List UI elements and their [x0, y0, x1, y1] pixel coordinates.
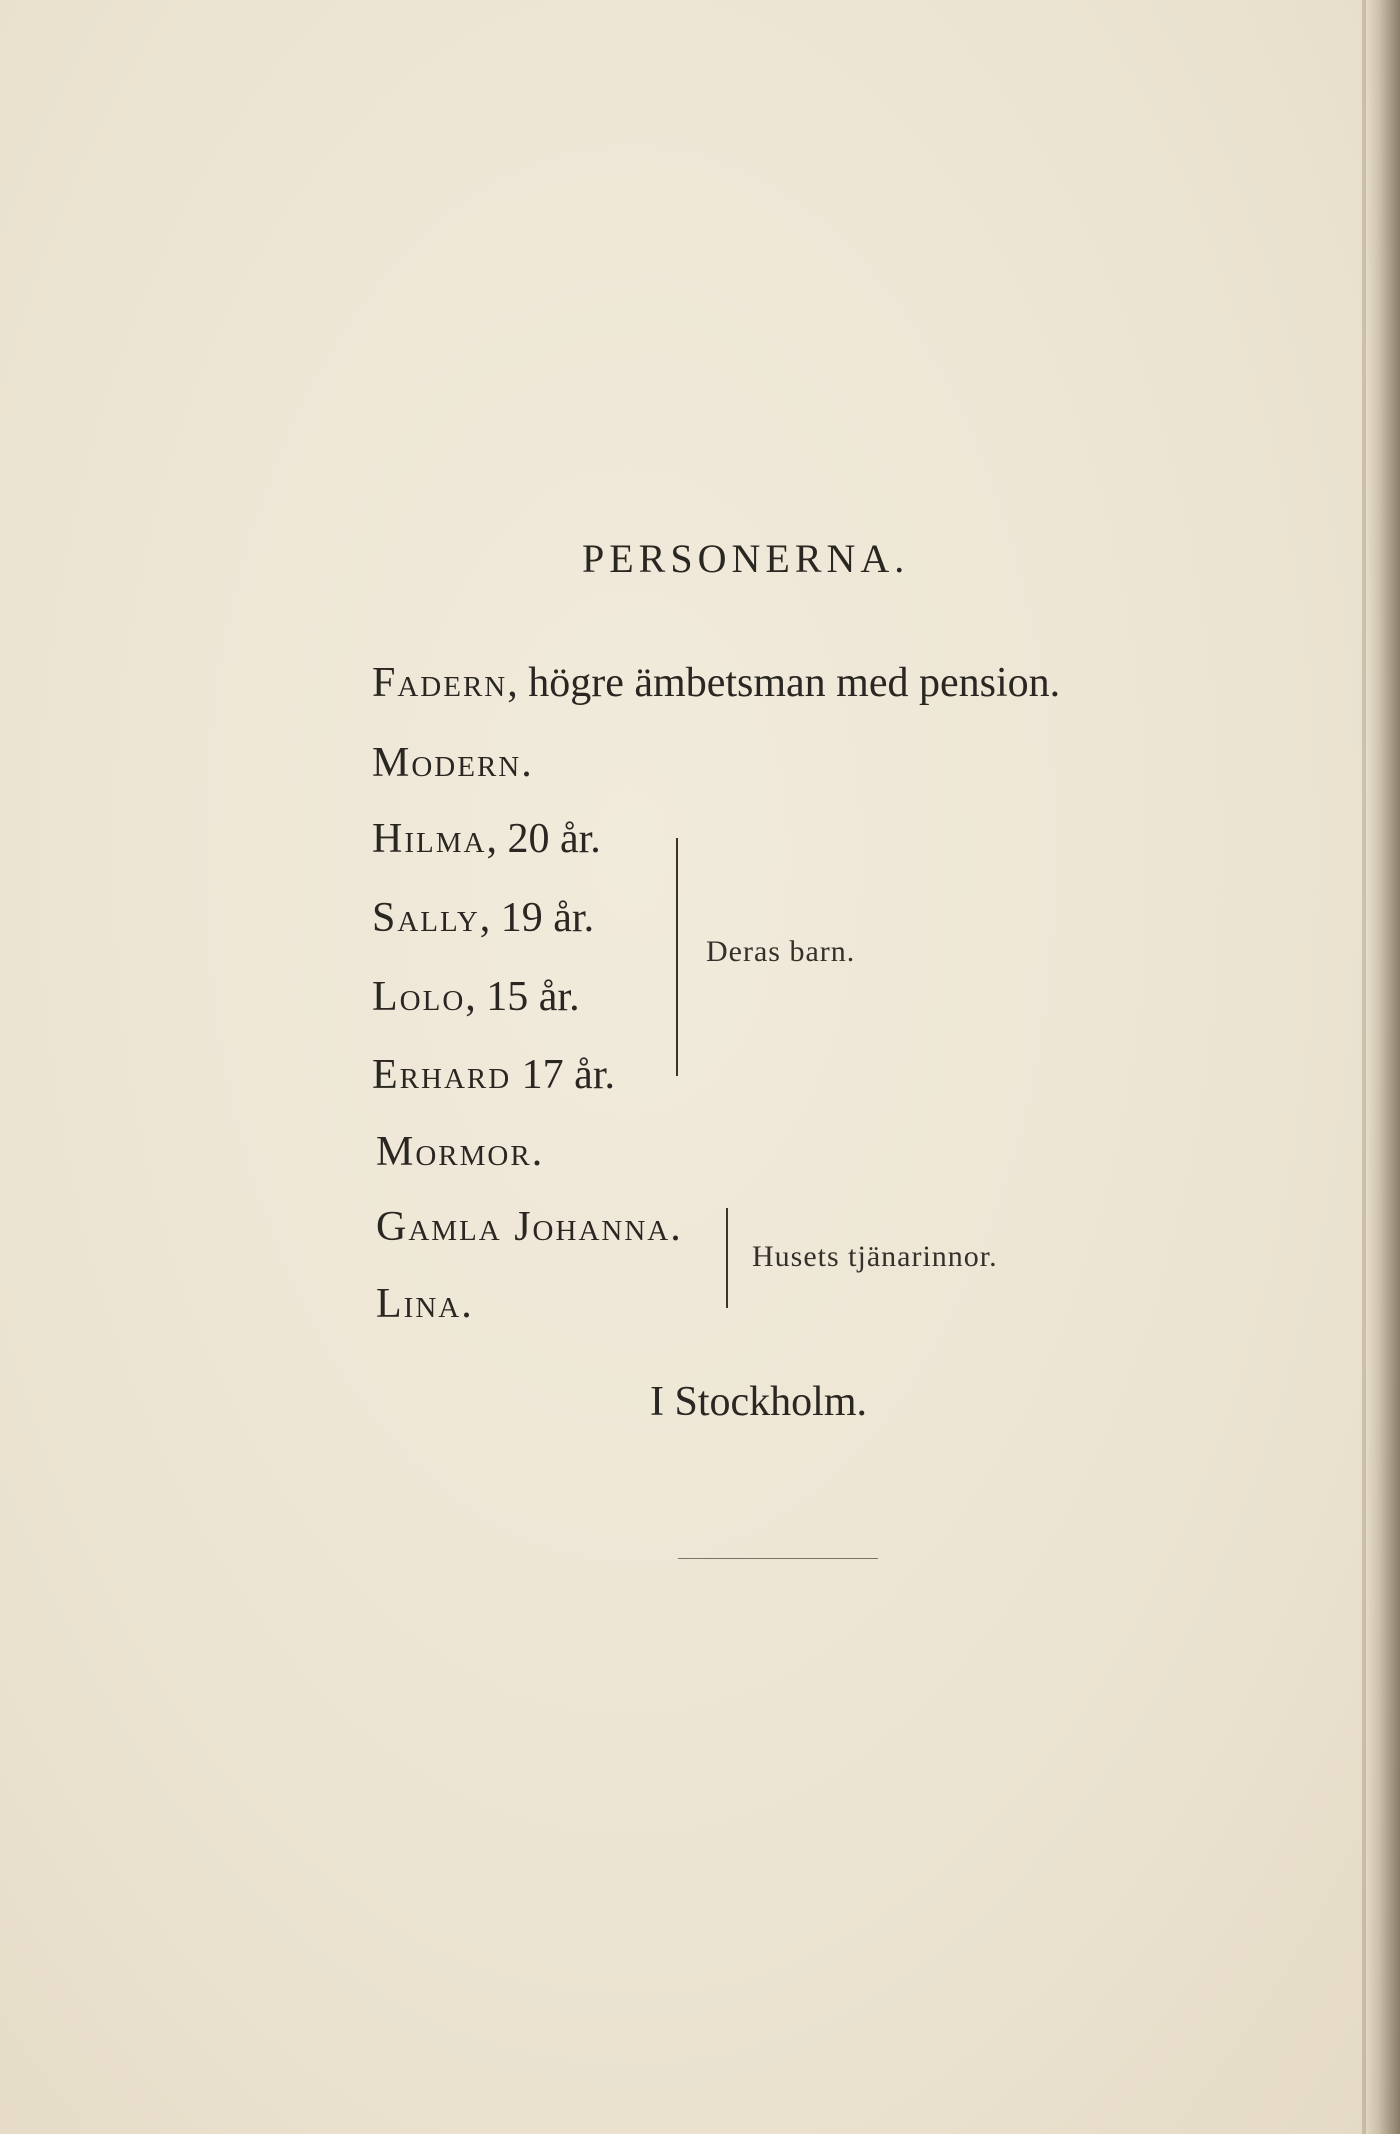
children-group-label: Deras barn.: [706, 935, 856, 968]
character-separator: .: [531, 1129, 543, 1175]
character-separator: [511, 1052, 522, 1098]
character-name: Lina: [376, 1281, 462, 1327]
character-name: Fadern: [372, 660, 508, 706]
character-sally: [372, 897, 594, 939]
character-name: Modern: [372, 740, 522, 786]
setting-location: I Stockholm.: [650, 1379, 867, 1425]
character-separator: ,: [465, 974, 487, 1020]
character-name: Erhard: [372, 1052, 512, 1098]
end-rule-divider: [678, 1558, 878, 1559]
character-modern: [372, 742, 532, 784]
page-gutter: [1362, 0, 1366, 2134]
character-erhard: [372, 1054, 615, 1096]
character-separator: .: [670, 1204, 681, 1250]
character-separator: ,: [507, 660, 529, 706]
children-brace: [676, 838, 678, 1076]
character-name: Hilma: [372, 816, 487, 862]
character-separator: .: [461, 1281, 472, 1327]
character-gamla-johanna: [376, 1206, 681, 1248]
character-age: 19 år.: [500, 895, 595, 941]
character-separator: ,: [479, 895, 501, 941]
servants-brace: [726, 1208, 728, 1308]
character-lolo: [372, 976, 580, 1018]
character-age: 20 år.: [507, 816, 601, 862]
servants-group-label: Husets tjänarinnor.: [752, 1240, 998, 1273]
character-separator: .: [521, 740, 532, 786]
spine-shadow: [1364, 0, 1400, 2134]
character-age: 15 år.: [486, 974, 580, 1020]
character-fadern: [372, 662, 1060, 704]
page-title: PERSONERNA.: [582, 536, 910, 581]
character-name: Mormor: [376, 1129, 532, 1175]
character-name: Sally: [372, 895, 480, 941]
character-name: Lolo: [372, 974, 466, 1020]
character-mormor: [376, 1131, 542, 1173]
character-name: Gamla Johanna: [376, 1204, 671, 1250]
character-lina: [376, 1283, 472, 1325]
character-separator: ,: [486, 816, 508, 862]
character-age: 17 år.: [521, 1052, 615, 1098]
character-description: högre ämbetsman med pension.: [528, 660, 1061, 706]
character-hilma: [372, 818, 601, 860]
